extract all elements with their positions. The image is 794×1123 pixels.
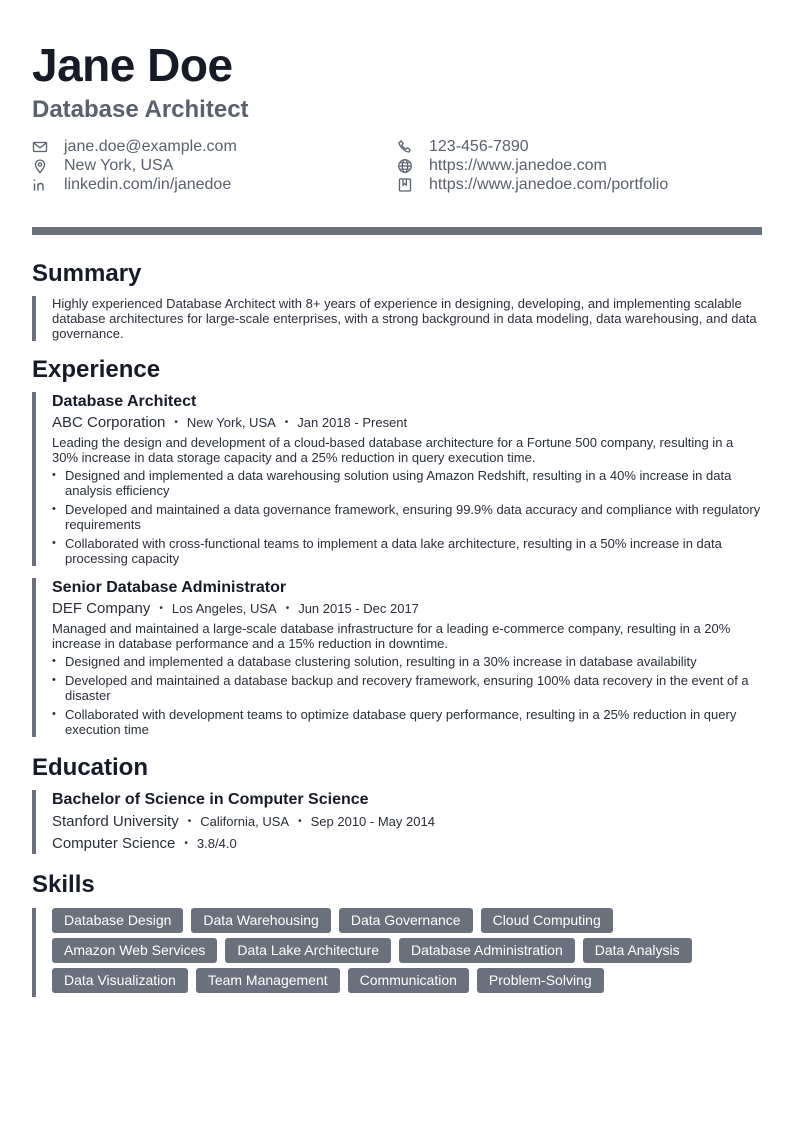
contact-website[interactable] — [397, 156, 762, 175]
summary-section — [32, 259, 762, 341]
phone-text: 123-456-7890 — [429, 137, 529, 155]
education-meta — [52, 812, 762, 832]
experience-section — [32, 355, 762, 737]
job-location: Los Angeles, USA — [171, 601, 277, 616]
job-entry — [32, 578, 762, 737]
job-entry — [32, 392, 762, 566]
gpa: 3.8/4.0 — [196, 836, 237, 851]
location-text: New York, USA — [64, 156, 174, 174]
header-divider — [32, 227, 762, 235]
job-dates: Jan 2018 - Present — [297, 415, 408, 430]
linkedin-icon — [32, 177, 48, 193]
field-of-study: Computer Science — [52, 835, 176, 852]
education-heading: Education — [32, 754, 149, 781]
separator-dot: • — [187, 816, 192, 827]
skill-tag: Data Analysis — [583, 938, 692, 963]
job-entry-title: Senior Database Administrator — [52, 579, 287, 596]
job-bullet: • Developed and maintained a data governance framework, ensuring 99.9% data accuracy and compliance with regulatory requirements — [52, 502, 762, 532]
summary-text: Highly experienced Database Architect with 8+ years of experience in designing, developing, and implementing scalable database architectures for large-scale enterprises, with a strong background in data modeling, data warehousing, and data governance. — [32, 296, 762, 341]
company-name: ABC Corporation — [52, 414, 166, 431]
job-bullet: • Designed and implemented a data warehousing solution using Amazon Redshift, resulting in a 40% increase in data analysis efficiency — [52, 468, 762, 498]
job-description: Managed and maintained a large-scale database infrastructure for a leading e-commerce company, resulting in a 20% increase in database performance and a 15% reduction in downtime. — [52, 621, 731, 651]
job-bullet: • Collaborated with cross-functional teams to implement a data lake architecture, resulting in a 50% increase in data processing capacity — [52, 536, 762, 566]
education-field-line — [52, 834, 762, 854]
job-bullets — [52, 654, 762, 737]
school-name: Stanford University — [52, 813, 179, 830]
globe-icon — [397, 158, 413, 174]
skills-block — [32, 908, 762, 997]
job-description: Leading the design and development of a cloud-based database architecture for a Fortune 500 company, resulting in a 30% increase in data storage capacity and a 25% reduction in query execution time. — [52, 435, 734, 465]
contact-linkedin[interactable] — [32, 175, 397, 194]
contact-portfolio[interactable] — [397, 175, 762, 194]
skill-tag: Database Design — [52, 908, 183, 933]
job-bullets — [52, 468, 762, 566]
phone-icon — [397, 139, 413, 155]
separator-dot: • — [298, 816, 302, 827]
skill-tag: Data Governance — [339, 908, 473, 933]
linkedin-link: linkedin.com/in/janedoe — [64, 175, 232, 193]
separator-dot: • — [284, 417, 289, 428]
skill-tag: Database Administration — [399, 938, 575, 963]
summary-heading: Summary — [32, 260, 142, 287]
skill-tag: Communication — [348, 968, 469, 993]
skills-heading: Skills — [32, 871, 95, 898]
job-location: New York, USA — [186, 415, 276, 430]
skill-tag: Amazon Web Services — [52, 938, 217, 963]
job-bullet: • Developed and maintained a database backup and recovery framework, ensuring 100% data recovery in the event of a disaster — [52, 673, 762, 703]
education-dates: Sep 2010 - May 2014 — [310, 814, 435, 829]
job-dates: Jun 2015 - Dec 2017 — [298, 601, 419, 616]
skills-list — [52, 908, 752, 993]
candidate-name: Jane Doe — [32, 39, 233, 91]
envelope-icon — [32, 139, 48, 155]
skill-tag: Data Lake Architecture — [225, 938, 391, 963]
company-name: DEF Company — [52, 600, 151, 617]
email-text: jane.doe@example.com — [64, 137, 237, 155]
contact-location — [32, 156, 397, 175]
portfolio-link: https://www.janedoe.com/portfolio — [429, 175, 669, 193]
job-title: Database Architect — [32, 96, 249, 123]
job-meta — [52, 414, 762, 432]
separator-dot: • — [285, 603, 290, 614]
job-bullet: • Collaborated with development teams to optimize database query performance, resulting in a 25% reduction in query execution time — [52, 707, 762, 737]
skill-tag: Data Warehousing — [191, 908, 330, 933]
education-section — [32, 753, 762, 854]
school-location: California, USA — [200, 814, 290, 829]
contact-info — [32, 137, 762, 194]
location-pin-icon — [32, 158, 48, 174]
job-entry-title: Database Architect — [52, 393, 197, 410]
separator-dot: • — [184, 838, 188, 849]
contact-email[interactable] — [32, 137, 397, 156]
skill-tag: Cloud Computing — [481, 908, 613, 933]
job-meta — [52, 600, 762, 618]
job-bullet: • Designed and implemented a database clustering solution, resulting in a 30% increase in database availability — [52, 654, 762, 669]
experience-heading: Experience — [32, 356, 161, 383]
separator-dot: • — [174, 417, 178, 428]
skill-tag: Data Visualization — [52, 968, 188, 993]
website-link: https://www.janedoe.com — [429, 156, 607, 174]
skills-section — [32, 870, 762, 997]
skill-tag: Problem-Solving — [477, 968, 604, 993]
contact-phone[interactable] — [397, 137, 762, 156]
bookmark-icon — [397, 177, 413, 193]
skill-tag: Team Management — [196, 968, 340, 993]
degree-title: Bachelor of Science in Computer Science — [52, 791, 369, 808]
separator-dot: • — [159, 603, 163, 614]
education-entry — [32, 790, 762, 854]
